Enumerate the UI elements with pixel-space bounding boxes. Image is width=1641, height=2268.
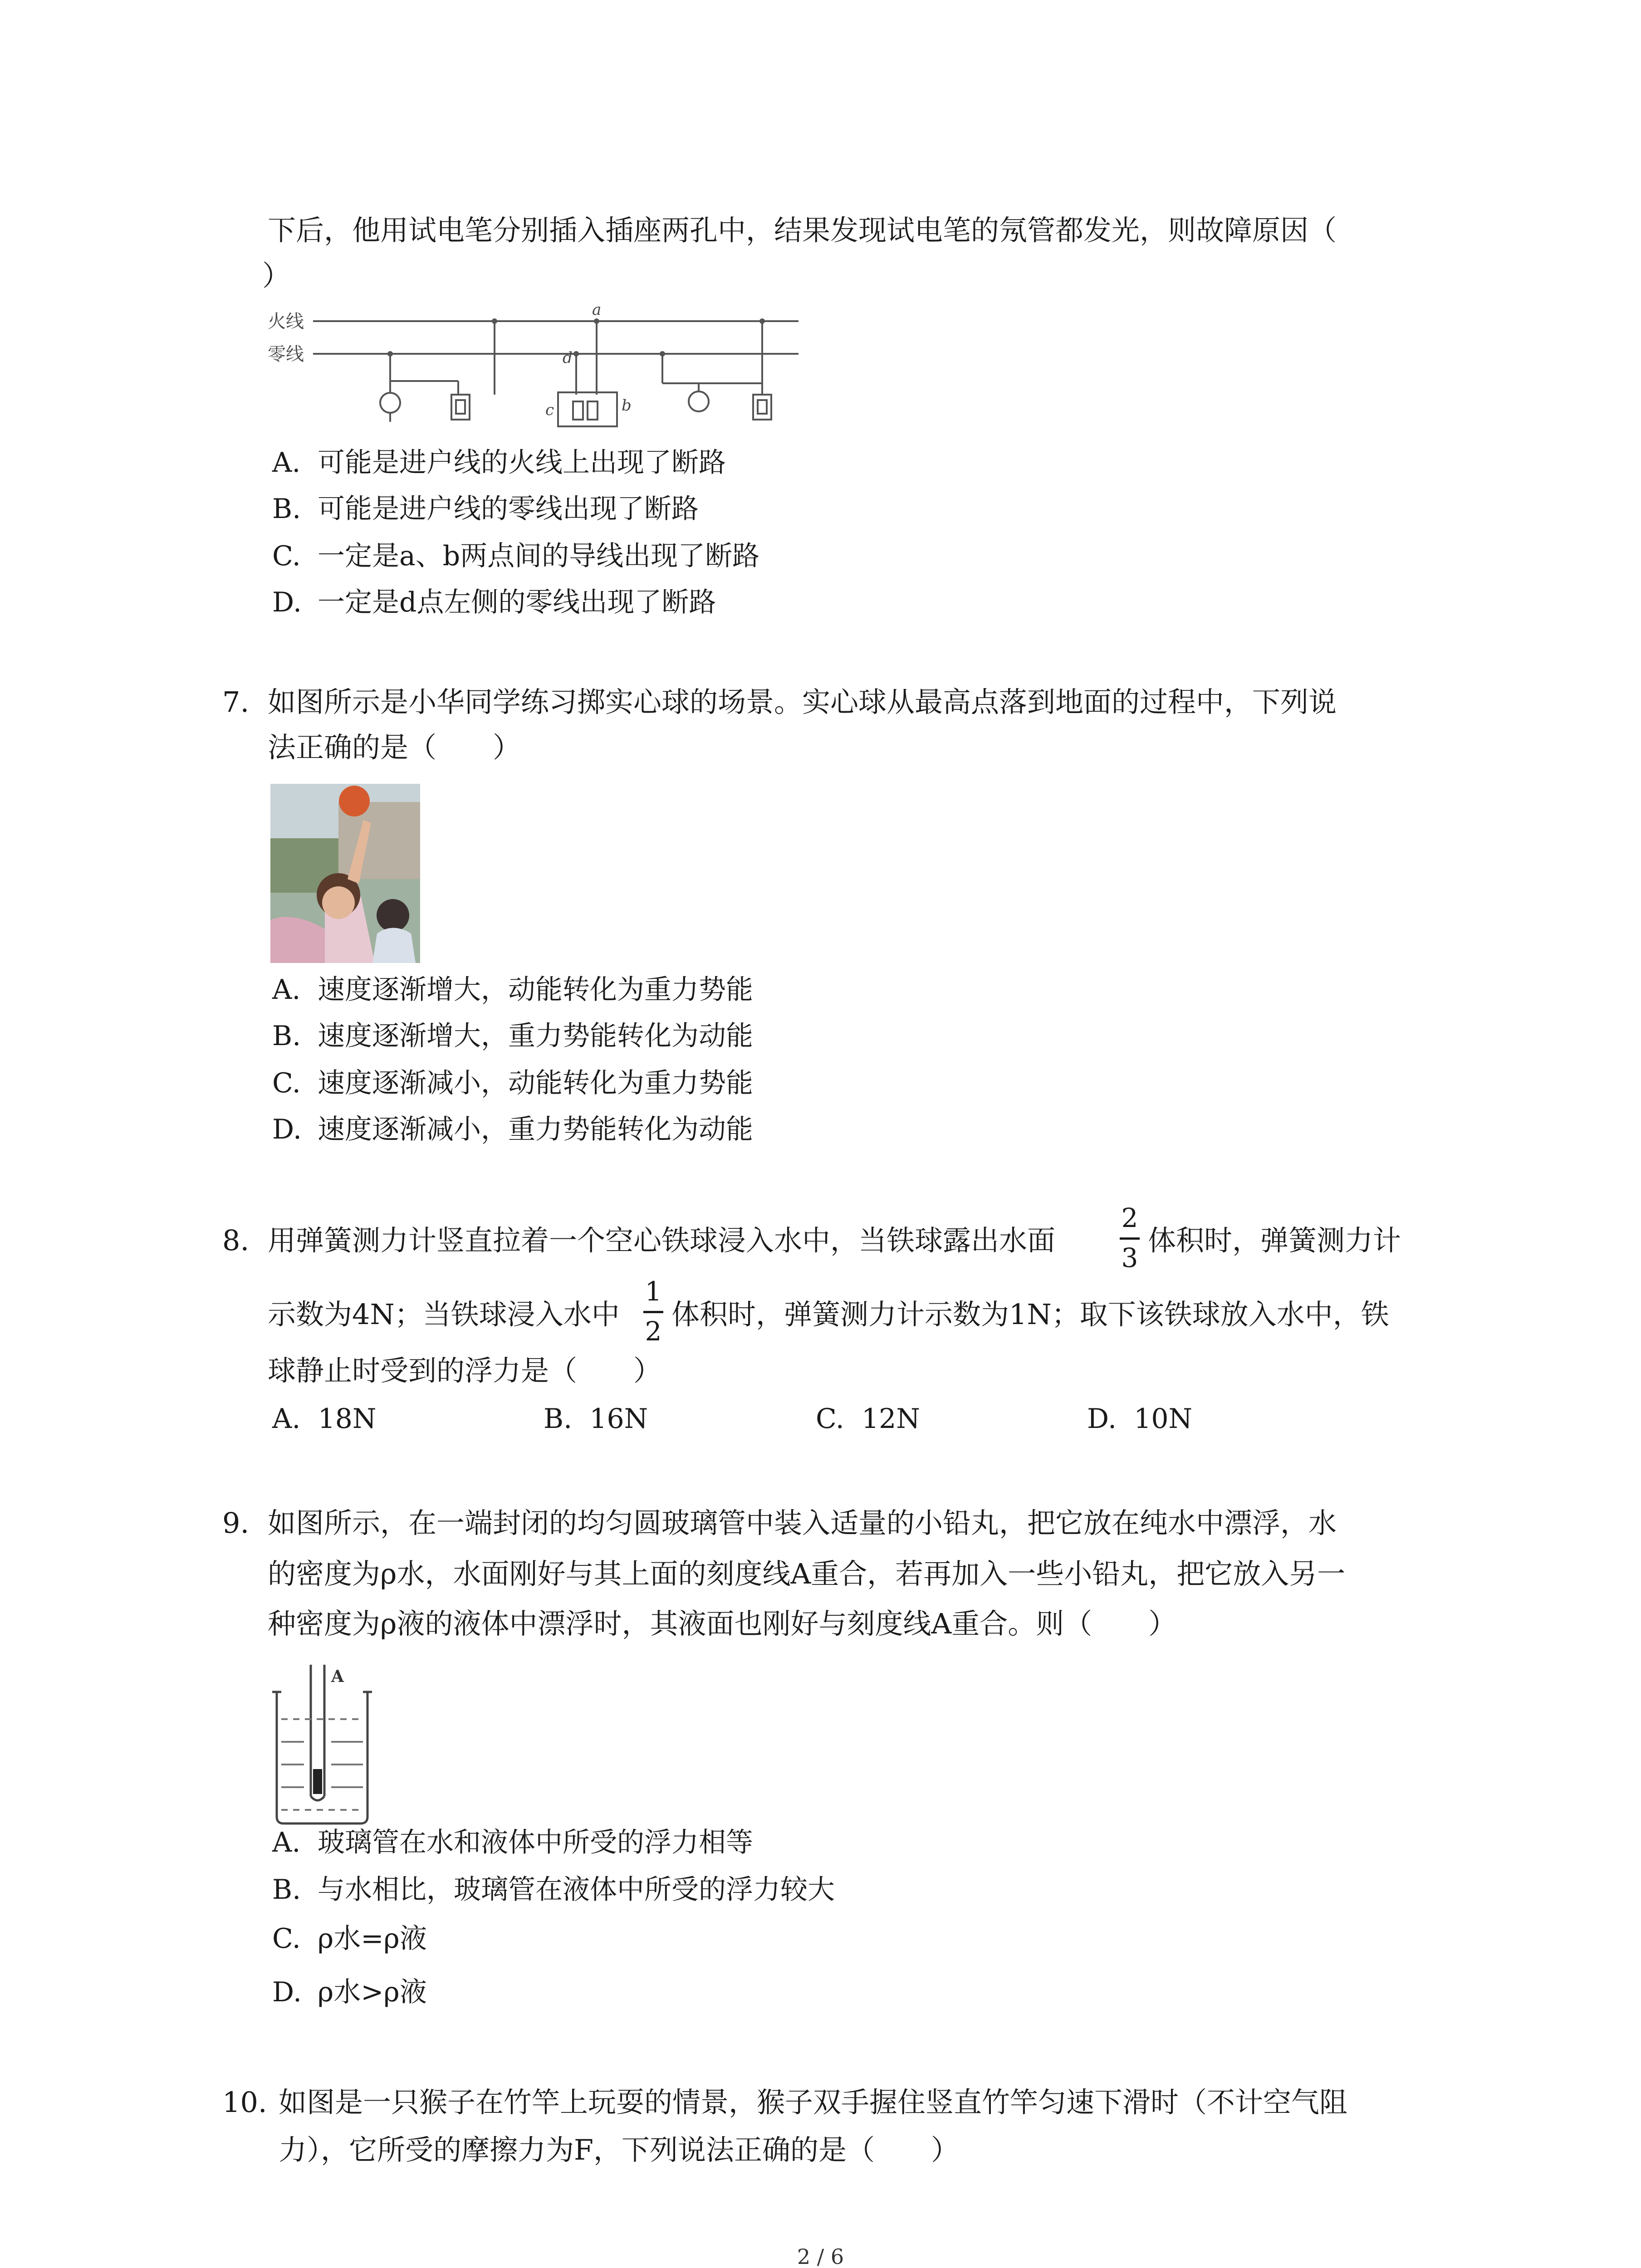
q9-stem-line2: 的密度为ρ水，水面刚好与其上面的刻度线A重合，若再加入一些小铅丸，把它放入另一 [268,1557,1346,1590]
q9-option-c[interactable] [272,1921,427,1957]
option-text: ρ水>ρ液 [318,1976,427,2008]
point-a-label: a [592,301,602,319]
q6-circuit-diagram [263,299,808,445]
point-c-label: c [545,401,554,419]
fire-line-label: 火线 [268,311,304,332]
option-label: C. [272,1067,301,1099]
q8-option-b[interactable] [544,1401,648,1437]
fraction-denominator: 2 [645,1316,662,1347]
option-label: B. [272,1020,301,1052]
option-text: 18N [318,1403,377,1435]
q8-fraction-two-thirds [1116,1202,1143,1275]
option-text: 16N [589,1403,648,1435]
q9-beaker-diagram [272,1660,381,1826]
fraction-bar [1120,1237,1140,1240]
option-text: ρ水=ρ液 [318,1923,427,1955]
q8-fraction-one-half [640,1276,667,1348]
option-text: 速度逐渐增大，动能转化为重力势能 [318,974,753,1006]
q7-option-b[interactable] [272,1018,753,1054]
q8-option-a[interactable] [272,1401,376,1437]
option-text: 可能是进户线的火线上出现了断路 [318,447,726,479]
option-text: 10N [1134,1403,1193,1435]
option-text: 一定是a、b两点间的导线出现了断路 [318,540,760,572]
q7-shotput-photo [270,784,420,963]
q9-option-d[interactable] [272,1974,427,2010]
q7-stem-line1: 如图所示是小华同学练习掷实心球的场景。实心球从最高点落到地面的过程中，下列说 [268,685,1337,719]
q6-option-c[interactable] [272,538,759,574]
q9-stem-line1: 如图所示，在一端封闭的均匀圆玻璃管中装入适量的小铅丸，把它放在纯水中漂浮，水 [268,1506,1337,1540]
option-label: C. [272,540,301,572]
q8-stem-line2-a: 示数为4N；当铁球浸入水中 [268,1298,620,1331]
q6-option-d[interactable] [272,584,716,621]
scale-mark-a-label: A [331,1667,344,1686]
q7-option-a[interactable] [272,972,753,1008]
q6-stem-line1: 下后，他用试电笔分别插入插座两孔中，结果发现试电笔的氖管都发光，则故障原因（ [268,214,1337,247]
q8-stem-line3: 球静止时受到的浮力是（ ） [268,1354,662,1387]
option-label: D. [1087,1403,1117,1435]
option-text: 玻璃管在水和液体中所受的浮力相等 [318,1827,753,1858]
fraction-numerator: 2 [1121,1202,1138,1233]
page-number: 2 / 6 [797,2244,844,2268]
q6-stem-line2: ） [262,259,291,292]
point-b-label: b [622,396,632,415]
option-text: 一定是d点左侧的零线出现了断路 [318,587,716,618]
option-label: A. [272,974,301,1006]
q9-number: 9. [222,1506,250,1540]
option-text: 速度逐渐增大，重力势能转化为动能 [318,1020,753,1052]
q8-option-c[interactable] [816,1401,920,1437]
option-label: D. [272,1114,302,1145]
q10-number: 10. [222,2086,267,2119]
q9-option-b[interactable] [272,1872,835,1908]
fraction-denominator: 3 [1121,1242,1138,1273]
point-d-label: d [563,349,573,367]
fraction-bar [643,1311,663,1313]
option-label: B. [272,493,301,525]
q6-option-b[interactable] [272,491,699,527]
q8-option-d[interactable] [1087,1401,1192,1437]
q6-option-a[interactable] [272,445,726,481]
option-text: 速度逐渐减小，重力势能转化为动能 [318,1114,753,1145]
option-label: B. [272,1874,301,1906]
option-label: B. [544,1403,573,1435]
q8-stem-line1-b: 体积时，弹簧测力计 [1148,1224,1401,1257]
option-text: 与水相比，玻璃管在液体中所受的浮力较大 [318,1874,835,1906]
option-text: 12N [862,1403,920,1435]
q8-stem-line2-b: 体积时，弹簧测力计示数为1N；取下该铁球放入水中，铁 [671,1298,1389,1331]
q7-number: 7. [222,685,250,719]
option-label: A. [272,1827,301,1858]
option-text: 速度逐渐减小，动能转化为重力势能 [318,1067,753,1099]
option-label: D. [272,587,302,618]
zero-line-label: 零线 [268,344,304,365]
option-label: C. [272,1923,301,1955]
fraction-numerator: 1 [645,1276,662,1307]
option-label: A. [272,447,301,479]
q8-number: 8. [222,1224,250,1257]
q8-stem-line1-a: 用弹簧测力计竖直拉着一个空心铁球浸入水中，当铁球露出水面 [268,1224,1056,1257]
option-label: D. [272,1976,302,2008]
q10-stem-line1: 如图是一只猴子在竹竿上玩耍的情景，猴子双手握住竖直竹竿匀速下滑时（不计空气阻 [279,2086,1348,2119]
q9-option-a[interactable] [272,1824,753,1861]
q10-stem-line2: 力），它所受的摩擦力为F，下列说法正确的是（ ） [279,2133,960,2166]
option-label: C. [816,1403,844,1435]
q9-stem-line3: 种密度为ρ液的液体中漂浮时，其液面也刚好与刻度线A重合。则（ ） [268,1607,1177,1640]
q7-option-d[interactable] [272,1111,753,1148]
option-text: 可能是进户线的零线出现了断路 [318,493,699,525]
option-label: A. [272,1403,301,1435]
q7-option-c[interactable] [272,1065,753,1101]
q7-stem-line2: 法正确的是（ ） [268,731,521,764]
